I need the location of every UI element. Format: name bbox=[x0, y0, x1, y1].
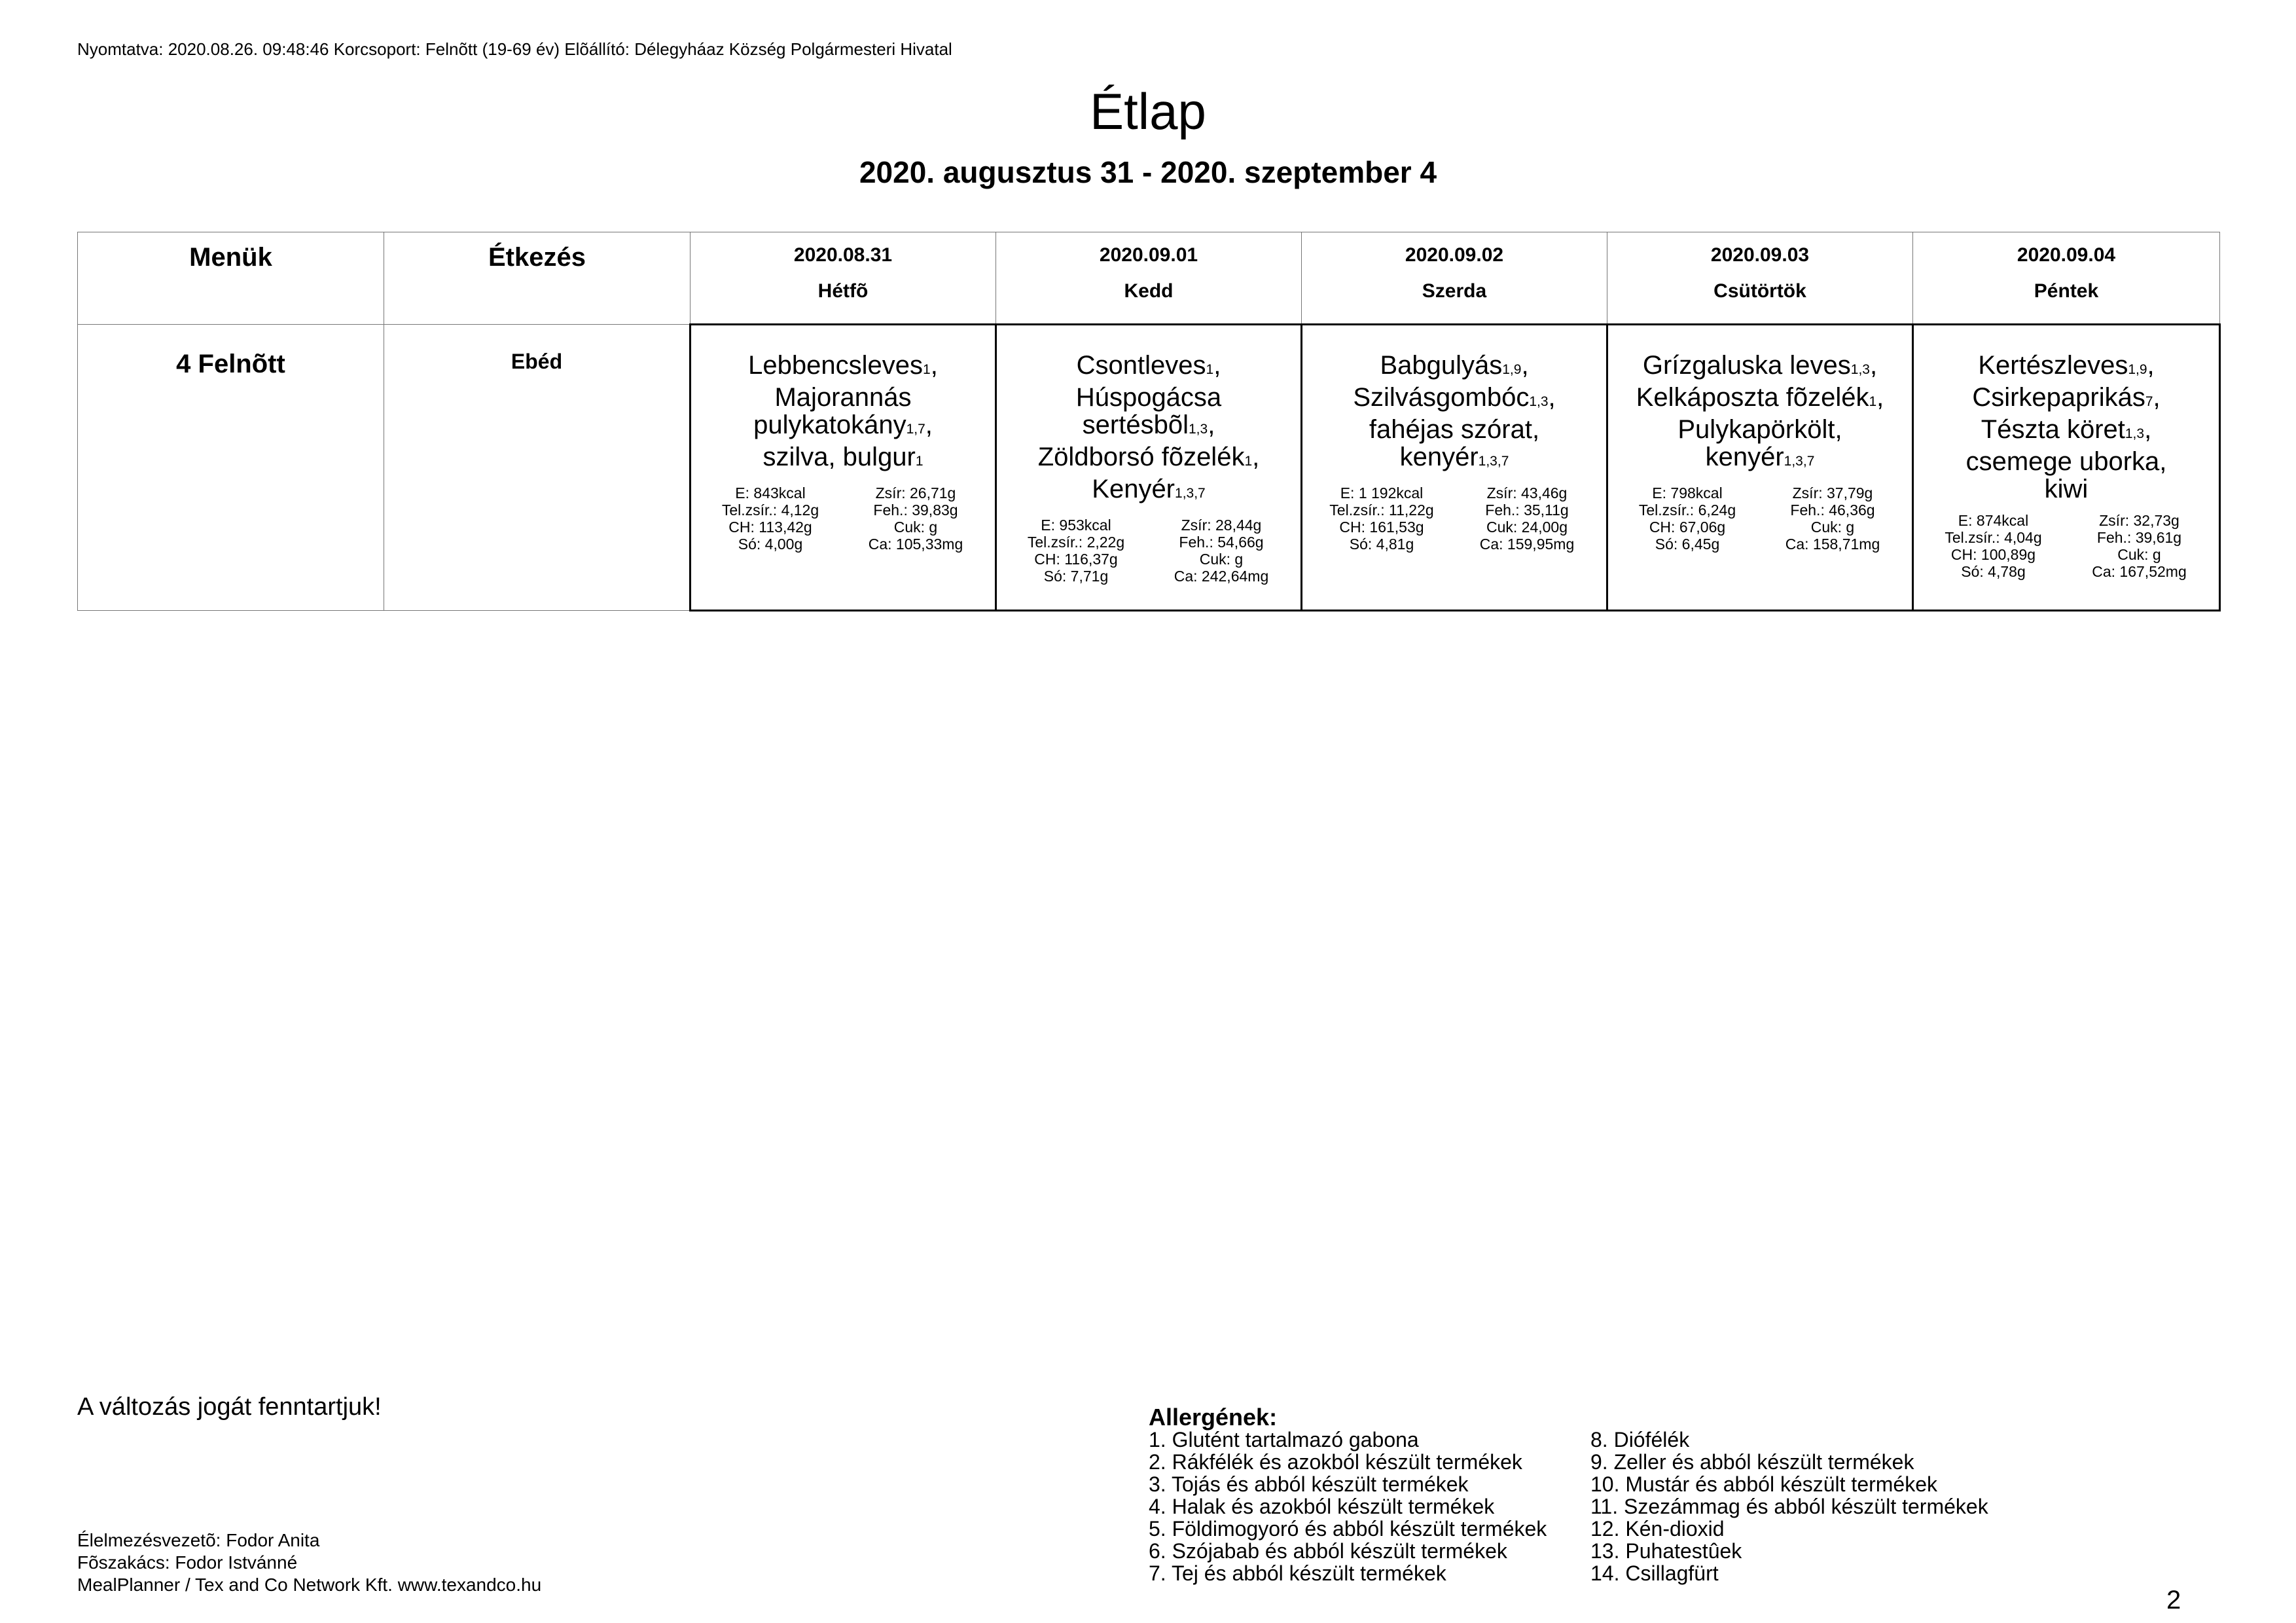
dish-item bbox=[704, 443, 982, 475]
nutrition-sugar: Cuk: g bbox=[2117, 546, 2161, 563]
nutrition-carbs: CH: 67,06g bbox=[1649, 519, 1726, 536]
dish-item bbox=[1927, 448, 2206, 475]
dish-allergen-codes: 1 bbox=[923, 362, 931, 377]
nutrition-energy: E: 874kcal bbox=[1958, 512, 2029, 529]
software-credit: MealPlanner / Tex and Co Network Kft. www.texandco.hu bbox=[77, 1575, 542, 1595]
day-header bbox=[1302, 232, 1607, 325]
allergen-item: 12. Kén-dioxid bbox=[1590, 1517, 1725, 1541]
nutrition-info bbox=[1302, 475, 1606, 553]
dish-item bbox=[1316, 443, 1593, 475]
nutrition-protein: Feh.: 54,66g bbox=[1179, 534, 1264, 551]
dish-allergen-codes: 1,3 bbox=[2125, 426, 2145, 441]
day-date: 2020.09.04 bbox=[2017, 244, 2116, 266]
nutrition-carbs: CH: 113,42g bbox=[728, 519, 812, 536]
nutrition-sat-fat: Tel.zsír.: 4,04g bbox=[1945, 529, 2042, 546]
nutrition-info bbox=[997, 507, 1300, 585]
allergen-item: 5. Földimogyoró és abból készült termékek bbox=[1149, 1517, 1547, 1541]
day-date: 2020.09.03 bbox=[1710, 244, 1810, 266]
nutrition-info bbox=[1608, 475, 1912, 553]
meal-column-header: Étkezés bbox=[384, 232, 691, 325]
date-range-subtitle: 2020. augusztus 31 - 2020. szeptember 4 bbox=[859, 155, 1437, 189]
allergen-legend bbox=[1149, 1406, 2032, 1584]
nutrition-energy: E: 953kcal bbox=[1041, 517, 1111, 534]
nutrition-carbs: CH: 100,89g bbox=[1950, 546, 2036, 563]
dish-item bbox=[1010, 443, 1287, 475]
dish-allergen-codes: 1 bbox=[1244, 454, 1253, 469]
dish-separator: , bbox=[1876, 383, 1884, 412]
nutrition-fat: Zsír: 32,73g bbox=[2099, 512, 2179, 529]
day-menu-cell bbox=[691, 325, 996, 611]
dish-item bbox=[1316, 416, 1593, 443]
allergen-item: 11. Szezámmag és abból készült termékek bbox=[1590, 1495, 1988, 1518]
allergen-item: 10. Mustár és abból készült termékek bbox=[1590, 1472, 1938, 1496]
allergen-item: 14. Csillagfürt bbox=[1590, 1561, 1719, 1585]
dish-item bbox=[704, 384, 982, 443]
nutrition-sugar: Cuk: 24,00g bbox=[1486, 519, 1568, 536]
nutrition-protein: Feh.: 39,83g bbox=[873, 501, 958, 519]
allergen-list-right bbox=[1590, 1429, 2032, 1584]
allergen-item: 13. Puhatestûek bbox=[1590, 1539, 1742, 1563]
dish-list bbox=[691, 325, 995, 475]
nutrition-calcium: Ca: 159,95mg bbox=[1479, 536, 1575, 553]
dish-separator: , bbox=[925, 410, 933, 439]
nutrition-energy: E: 798kcal bbox=[1652, 484, 1723, 501]
dish-separator: , bbox=[1208, 410, 1215, 439]
day-menu-cell bbox=[996, 325, 1302, 611]
dish-allergen-codes: 1,3,7 bbox=[1784, 454, 1815, 469]
nutrition-energy: E: 1 192kcal bbox=[1340, 484, 1424, 501]
dish-list bbox=[1914, 325, 2219, 503]
allergen-item: 6. Szójabab és abból készült termékek bbox=[1149, 1539, 1507, 1563]
dish-item bbox=[1621, 352, 1899, 384]
dish-allergen-codes: 1,3 bbox=[1850, 362, 1870, 377]
nutrition-fat: Zsír: 43,46g bbox=[1486, 484, 1568, 501]
allergen-item: 1. Glutént tartalmazó gabona bbox=[1149, 1428, 1419, 1451]
nutrition-sat-fat: Tel.zsír.: 2,22g bbox=[1027, 534, 1125, 551]
dish-name: kenyér bbox=[1399, 443, 1479, 471]
day-date: 2020.08.31 bbox=[793, 244, 893, 266]
dish-allergen-codes: 1,3,7 bbox=[1478, 454, 1509, 469]
dish-item bbox=[1927, 416, 2206, 448]
nutrition-fat: Zsír: 28,44g bbox=[1181, 517, 1262, 534]
dish-separator: , bbox=[1213, 351, 1221, 380]
dish-allergen-codes: 1,3 bbox=[1188, 422, 1208, 437]
nutrition-calcium: Ca: 158,71mg bbox=[1785, 536, 1880, 553]
dish-name: Szilvásgombóc bbox=[1353, 383, 1530, 412]
nutrition-sugar: Cuk: g bbox=[1810, 519, 1855, 536]
menus-column-header: Menük bbox=[78, 232, 384, 325]
dish-name: szilva, bulgur bbox=[762, 443, 916, 471]
dish-separator: , bbox=[1252, 443, 1260, 471]
dish-item bbox=[1927, 475, 2206, 503]
menu-name: 4 Felnõtt bbox=[78, 325, 384, 611]
dish-item bbox=[1621, 443, 1899, 475]
dish-name: csemege uborka, bbox=[1965, 447, 2167, 476]
allergen-legend-title: Allergének: bbox=[1149, 1404, 1278, 1431]
day-weekday: Péntek bbox=[2034, 280, 2099, 302]
dish-list bbox=[1608, 325, 1912, 475]
catering-manager: Élelmezésvezetõ: Fodor Anita bbox=[77, 1530, 320, 1550]
dish-name: Pulykapörkölt, bbox=[1677, 415, 1842, 444]
dish-name: kenyér bbox=[1705, 443, 1784, 471]
dish-allergen-codes: 1 bbox=[1869, 394, 1877, 409]
table-header-row bbox=[78, 232, 2220, 325]
nutrition-salt: Só: 7,71g bbox=[1043, 568, 1109, 585]
day-menu-cell bbox=[1607, 325, 1913, 611]
dish-allergen-codes: 1,9 bbox=[2128, 362, 2147, 377]
dish-item bbox=[1621, 416, 1899, 443]
nutrition-protein: Feh.: 39,61g bbox=[2096, 529, 2182, 546]
dish-separator: , bbox=[930, 351, 938, 380]
dish-name: Grízgaluska leves bbox=[1642, 351, 1851, 380]
dish-list bbox=[997, 325, 1300, 507]
allergen-item: 3. Tojás és abból készült termékek bbox=[1149, 1472, 1469, 1496]
nutrition-protein: Feh.: 35,11g bbox=[1485, 501, 1569, 519]
dish-allergen-codes: 1 bbox=[1206, 362, 1214, 377]
dish-item bbox=[1927, 352, 2206, 384]
dish-allergen-codes: 1,3 bbox=[1529, 394, 1549, 409]
dish-separator: , bbox=[2144, 415, 2152, 444]
dish-name: Zöldborsó fõzelék bbox=[1037, 443, 1245, 471]
nutrition-sugar: Cuk: g bbox=[893, 519, 938, 536]
day-header bbox=[1913, 232, 2220, 325]
dish-separator: , bbox=[2153, 383, 2161, 412]
dish-name: Húspogácsa sertésbõl bbox=[1075, 383, 1222, 439]
dish-item bbox=[1010, 475, 1287, 507]
day-weekday: Hétfõ bbox=[817, 280, 869, 302]
day-date: 2020.09.01 bbox=[1099, 244, 1198, 266]
menu-row bbox=[78, 325, 2220, 611]
nutrition-carbs: CH: 116,37g bbox=[1034, 551, 1118, 568]
allergen-item: 2. Rákfélék és azokból készült termékek bbox=[1149, 1450, 1522, 1474]
dish-name: Kelkáposzta fõzelék bbox=[1636, 383, 1869, 412]
nutrition-protein: Feh.: 46,36g bbox=[1790, 501, 1875, 519]
dish-name: kiwi bbox=[2044, 475, 2089, 503]
allergen-item: 7. Tej és abból készült termékek bbox=[1149, 1561, 1446, 1585]
day-header bbox=[1607, 232, 1913, 325]
nutrition-fat: Zsír: 26,71g bbox=[875, 484, 956, 501]
day-menu-cell bbox=[1913, 325, 2220, 611]
nutrition-calcium: Ca: 105,33mg bbox=[868, 536, 963, 553]
dish-separator: , bbox=[1548, 383, 1556, 412]
dish-name: Lebbencsleves bbox=[748, 351, 924, 380]
nutrition-salt: Só: 4,81g bbox=[1349, 536, 1414, 553]
nutrition-sat-fat: Tel.zsír.: 6,24g bbox=[1638, 501, 1736, 519]
change-reservation-note: A változás jogát fenntartjuk! bbox=[77, 1393, 382, 1421]
day-weekday: Szerda bbox=[1422, 280, 1487, 302]
nutrition-info bbox=[691, 475, 995, 553]
nutrition-fat: Zsír: 37,79g bbox=[1792, 484, 1873, 501]
dish-allergen-codes: 1,9 bbox=[1502, 362, 1522, 377]
dish-name: Csirkepaprikás bbox=[1972, 383, 2145, 412]
dish-item bbox=[1927, 384, 2206, 416]
meal-name: Ebéd bbox=[384, 325, 691, 611]
head-cook: Fõszakács: Fodor Istvánné bbox=[77, 1552, 298, 1573]
nutrition-sugar: Cuk: g bbox=[1199, 551, 1244, 568]
dish-name: fahéjas szórat, bbox=[1369, 415, 1540, 444]
staff-info bbox=[77, 1529, 541, 1596]
page-number: 2 bbox=[2166, 1586, 2181, 1614]
nutrition-energy: E: 843kcal bbox=[735, 484, 806, 501]
day-date: 2020.09.02 bbox=[1405, 244, 1504, 266]
dish-name: Kenyér bbox=[1092, 475, 1175, 503]
dish-name: Kertészleves bbox=[1978, 351, 2128, 380]
dish-allergen-codes: 1 bbox=[915, 454, 924, 469]
dish-allergen-codes: 1,7 bbox=[906, 422, 925, 437]
dish-allergen-codes: 1,3,7 bbox=[1175, 486, 1206, 501]
nutrition-calcium: Ca: 242,64mg bbox=[1174, 568, 1269, 585]
dish-separator: , bbox=[1870, 351, 1878, 380]
dish-name: Tészta köret bbox=[1981, 415, 2125, 444]
nutrition-sat-fat: Tel.zsír.: 4,12g bbox=[721, 501, 819, 519]
day-header bbox=[996, 232, 1302, 325]
day-menu-cell bbox=[1302, 325, 1607, 611]
dish-separator: , bbox=[2147, 351, 2155, 380]
nutrition-salt: Só: 4,00g bbox=[738, 536, 803, 553]
allergen-item: 9. Zeller és abból készült termékek bbox=[1590, 1450, 1914, 1474]
dish-list bbox=[1302, 325, 1606, 475]
nutrition-salt: Só: 6,45g bbox=[1655, 536, 1720, 553]
dish-allergen-codes: 7 bbox=[2145, 394, 2153, 409]
dish-item bbox=[1010, 384, 1287, 443]
day-weekday: Csütörtök bbox=[1713, 280, 1806, 302]
nutrition-carbs: CH: 161,53g bbox=[1339, 519, 1424, 536]
dish-name: Babgulyás bbox=[1380, 351, 1503, 380]
page-title: Étlap bbox=[1090, 82, 1206, 140]
dish-item bbox=[1316, 384, 1593, 416]
dish-item bbox=[704, 352, 982, 384]
print-info: Nyomtatva: 2020.08.26. 09:48:46 Korcsoport: Felnõtt (19-69 év) Elõállító: Délegyháaz Község Polgármesteri Hivatal bbox=[77, 39, 952, 59]
allergen-item: 4. Halak és azokból készült termékek bbox=[1149, 1495, 1495, 1518]
allergen-list-left bbox=[1149, 1429, 1590, 1584]
day-weekday: Kedd bbox=[1124, 280, 1174, 302]
nutrition-salt: Só: 4,78g bbox=[1961, 563, 2026, 580]
day-header bbox=[691, 232, 996, 325]
menu-table bbox=[77, 232, 2221, 611]
nutrition-info bbox=[1914, 503, 2219, 580]
dish-name: Majorannás pulykatokány bbox=[753, 383, 912, 439]
dish-item bbox=[1010, 352, 1287, 384]
dish-item bbox=[1316, 352, 1593, 384]
allergen-item: 8. Diófélék bbox=[1590, 1428, 1690, 1451]
dish-item bbox=[1621, 384, 1899, 416]
nutrition-calcium: Ca: 167,52mg bbox=[2092, 563, 2187, 580]
nutrition-sat-fat: Tel.zsír.: 11,22g bbox=[1329, 501, 1434, 519]
dish-name: Csontleves bbox=[1076, 351, 1206, 380]
dish-separator: , bbox=[1521, 351, 1529, 380]
